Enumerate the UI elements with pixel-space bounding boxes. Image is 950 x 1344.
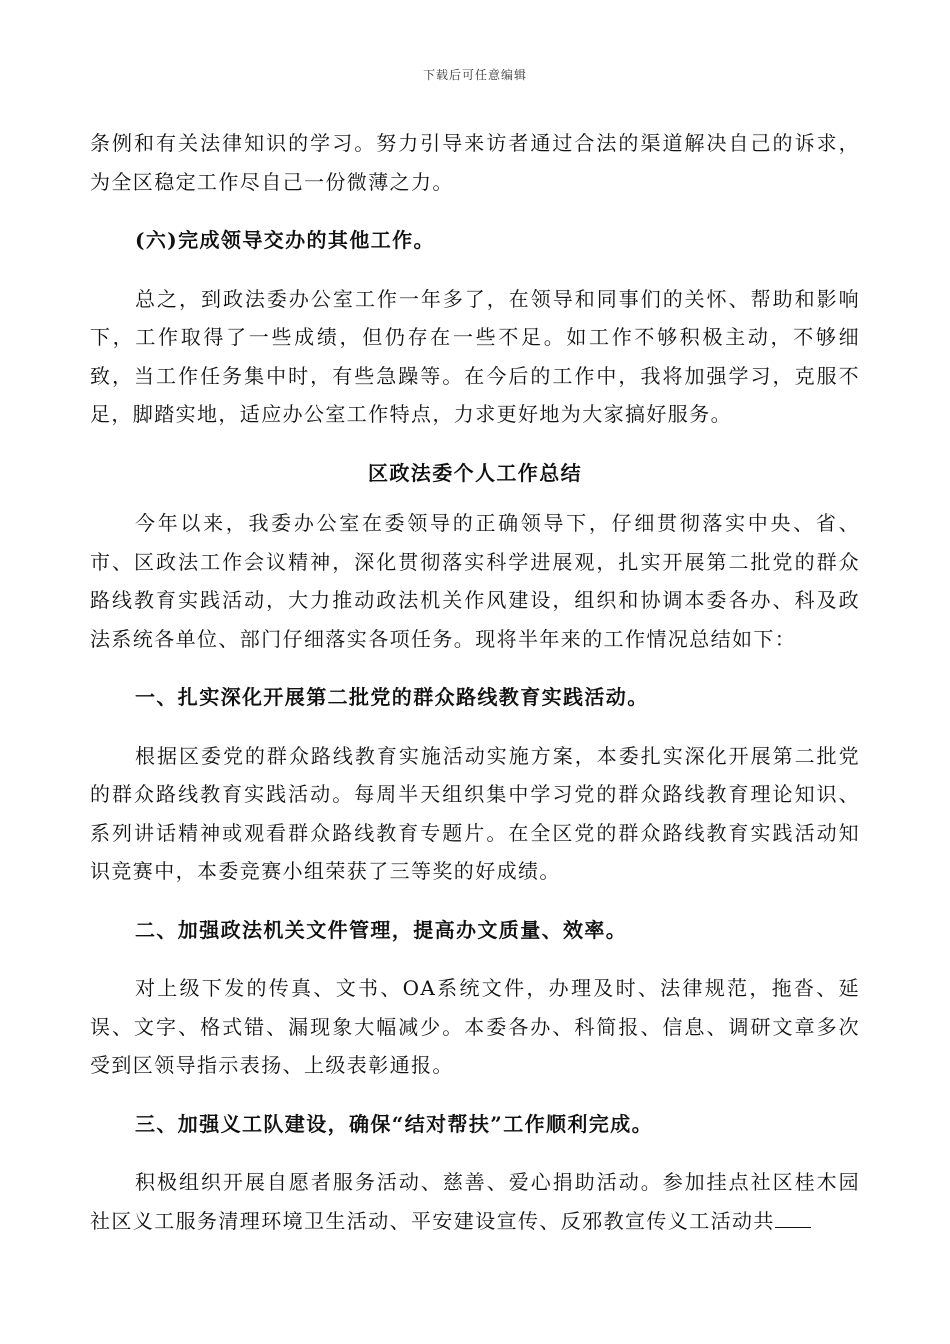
page-header: 下载后可任意编辑 [422, 68, 527, 82]
paragraph-section-3 [90, 1163, 860, 1240]
heading-section-2: 二、加强政法机关文件管理，提高办文质量、效率。 [135, 917, 628, 942]
heading-section-1: 一、扎实深化开展第二批党的群众路线教育实践活动。 [135, 685, 649, 709]
document-body [90, 124, 860, 1240]
heading-section-3: 三、加强义工队建设，确保“结对帮扶”工作顺利完成。 [135, 1111, 654, 1136]
paragraph-continuation: 条例和有关法律知识的学习。努力引导来访者通过合法的渠道解决自己的诉求，为全区稳定工作尽自己一份微薄之力。 [90, 131, 860, 194]
fill-blank-line [775, 1205, 811, 1228]
heading-other-tasks: (六)完成领导交办的其他工作。 [135, 228, 435, 252]
paragraph-section-3-text: 积极组织开展自愿者服务活动、慈善、爱心捐助活动。参加挂点社区桂木园社区义工服务清理环境卫生活动、平安建设宣传、反邪教宣传义工活动共 [90, 1170, 860, 1233]
document-title: 区政法委个人工作总结 [368, 460, 582, 485]
paragraph-summary: 总之，到政法委办公室工作一年多了，在领导和同事们的关怀、帮助和影响下，工作取得了一些成绩，但仍存在一些不足。如工作不够积极主动，不够细致，当工作任务集中时，有些急躁等。在今后的工作中，我将加强学习，克服不足，脚踏实地，适应办公室工作特点，力求更好地为大家搞好服务。 [90, 286, 860, 426]
paragraph-intro: 今年以来，我委办公室在委领导的正确领导下，仔细贯彻落实中央、省、市、区政法工作会议精神，深化贯彻落实科学进展观，扎实开展第二批党的群众路线教育实践活动，大力推动政法机关作风建设，组织和协调本委各办、科及政法系统各单位、部门仔细落实各项任务。现将半年来的工作情况总结如下： [90, 511, 860, 651]
paragraph-section-1: 根据区委党的群众路线教育实施活动实施方案，本委扎实深化开展第二批党的群众路线教育实践活动。每周半天组织集中学习党的群众路线教育理论知识、系列讲话精神或观看群众路线教育专题片。在全区党的群众路线教育实践活动知识竞赛中，本委竞赛小组荣获了三等奖的好成绩。 [90, 743, 860, 883]
paragraph-section-2: 对上级下发的传真、文书、OA系统文件，办理及时、法律规范，拖沓、延误、文字、格式错、漏现象大幅减少。本委各办、科简报、信息、调研文章多次受到区领导指示表扬、上级表彰通报。 [90, 976, 860, 1077]
